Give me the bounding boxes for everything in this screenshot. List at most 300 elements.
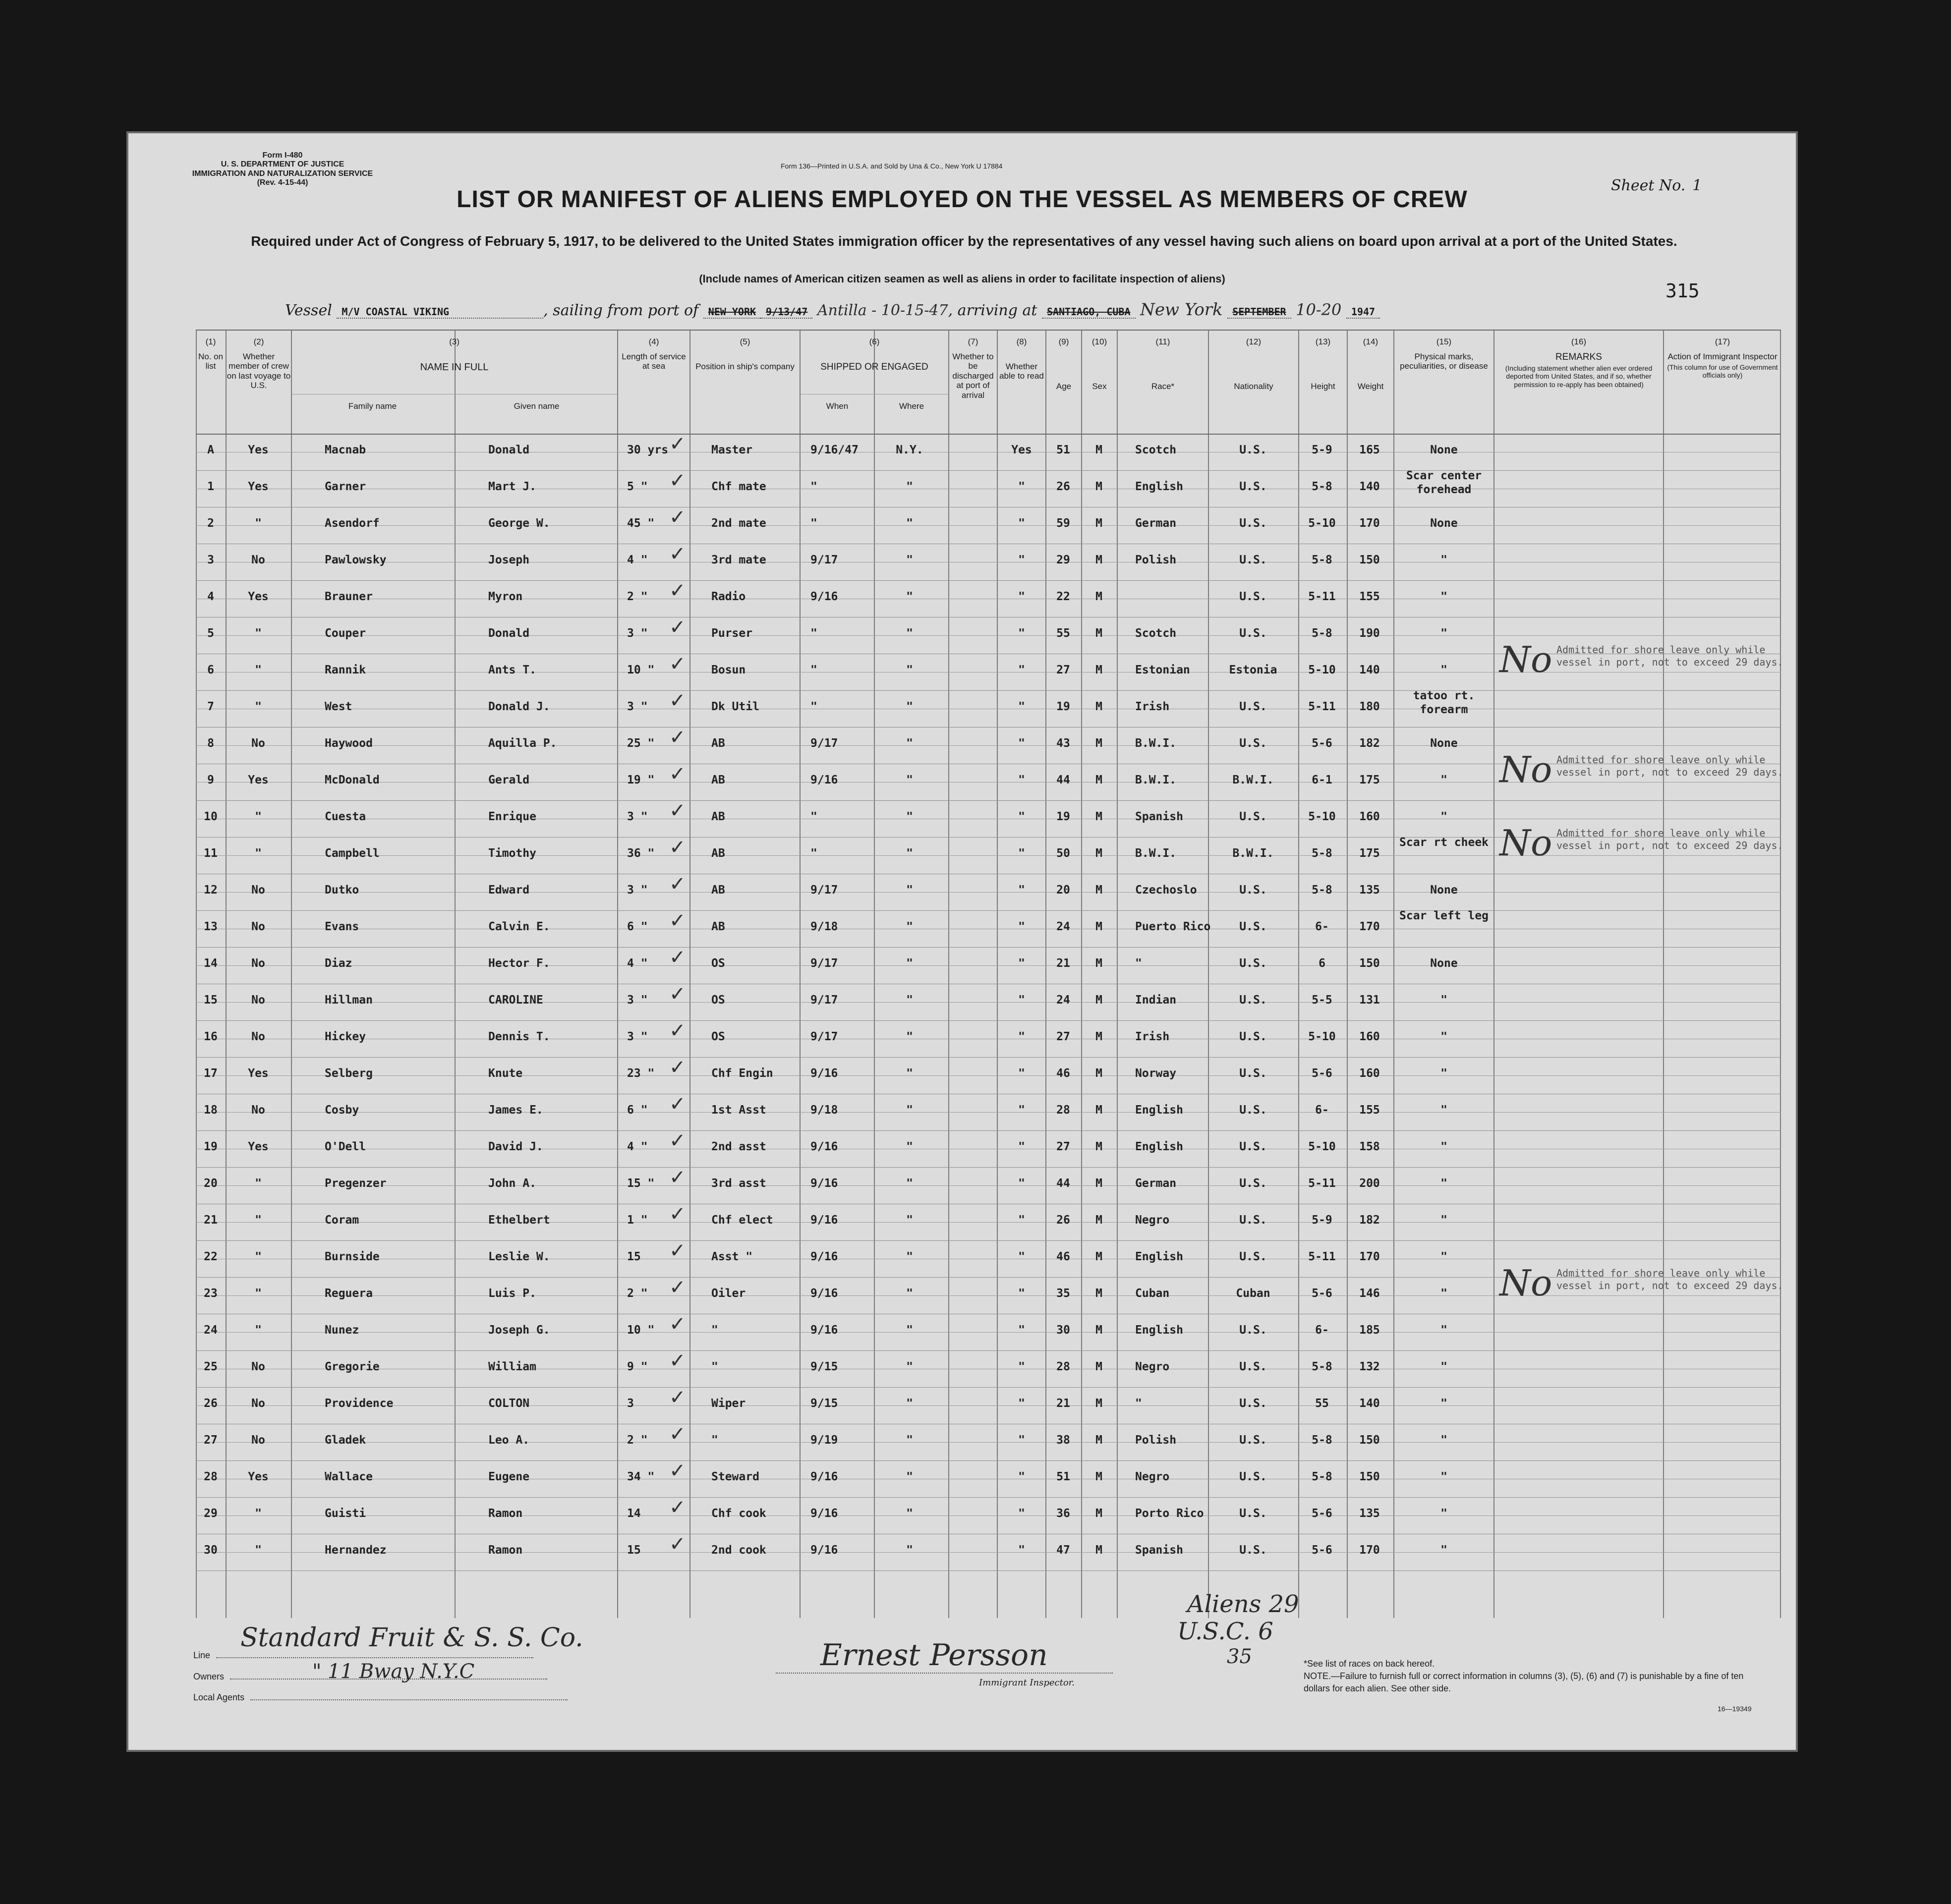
weight-cell: 165 <box>1359 444 1380 456</box>
height-cell: 5-10 <box>1308 1030 1336 1043</box>
check-mark: ✓ <box>669 1496 686 1519</box>
footnote-races: *See list of races on back hereof. <box>1304 1659 1435 1669</box>
given-name-cell: Edward <box>488 884 530 896</box>
physical-marks-cell: None <box>1430 957 1458 970</box>
weight-cell: 185 <box>1359 1324 1380 1337</box>
sheet-number-value: 1 <box>1692 177 1702 194</box>
row-number-cell: 15 <box>204 994 218 1007</box>
physical-marks-cell: " <box>1440 554 1447 566</box>
race-cell: Polish <box>1135 1434 1177 1447</box>
shipped-where-cell: " <box>906 1067 913 1080</box>
weight-cell: 135 <box>1359 884 1380 896</box>
given-name-cell: Gerald <box>488 774 530 786</box>
nationality-cell: U.S. <box>1239 1030 1267 1043</box>
shipped-where-cell: " <box>906 1360 913 1373</box>
row-number-cell: 12 <box>204 884 218 896</box>
height-cell: 6- <box>1315 920 1329 933</box>
able-to-read-cell: " <box>1018 1250 1025 1263</box>
age-cell: 27 <box>1056 1030 1070 1043</box>
col-num: (16) <box>1571 337 1587 346</box>
shipped-when-cell: 9/16 <box>810 1067 838 1080</box>
row-number-cell: 25 <box>204 1360 218 1373</box>
physical-marks-cell: Scar left leg <box>1399 909 1489 922</box>
prev-voyage-cell: " <box>255 847 262 860</box>
sex-cell: M <box>1095 810 1102 823</box>
family-name-cell: Dutko <box>325 884 359 896</box>
prev-voyage-cell: No <box>251 1360 265 1373</box>
weight-cell: 200 <box>1359 1177 1380 1190</box>
position-cell: Chf cook <box>711 1507 766 1520</box>
sex-cell: M <box>1095 1470 1102 1483</box>
check-mark: ✓ <box>669 1129 686 1152</box>
physical-marks-cell: tatoo rt. forearm <box>1413 689 1475 716</box>
sex-cell: M <box>1095 664 1102 676</box>
weight-cell: 158 <box>1359 1140 1380 1153</box>
able-to-read-cell: Yes <box>1011 444 1032 456</box>
height-cell: 5-10 <box>1308 664 1336 676</box>
physical-marks-cell: " <box>1440 1104 1447 1117</box>
race-cell: German <box>1135 517 1177 530</box>
age-cell: 55 <box>1056 627 1070 640</box>
nationality-cell: U.S. <box>1239 1397 1267 1410</box>
service-length-cell: 3 " <box>627 810 648 823</box>
family-name-cell: Hernandez <box>325 1544 387 1557</box>
printer-line: Form 136—Printed in U.S.A. and Sold by Una & Co., New York U 17884 <box>781 162 1003 170</box>
prev-voyage-cell: Yes <box>248 590 269 603</box>
shipped-when-cell: 9/16 <box>810 1544 838 1557</box>
sex-cell: M <box>1095 1104 1102 1117</box>
shipped-where-cell: " <box>906 920 913 933</box>
row-number-cell: 24 <box>204 1324 218 1337</box>
family-name-cell: Hickey <box>325 1030 366 1043</box>
position-cell: Asst " <box>711 1250 753 1263</box>
age-cell: 27 <box>1056 664 1070 676</box>
service-length-cell: 2 " <box>627 590 648 603</box>
height-cell: 6 <box>1319 957 1325 970</box>
sex-cell: M <box>1095 1067 1102 1080</box>
race-cell: German <box>1135 1177 1177 1190</box>
able-to-read-cell: " <box>1018 1067 1025 1080</box>
height-cell: 5-6 <box>1312 737 1332 750</box>
given-name-cell: Calvin E. <box>488 920 550 933</box>
position-cell: Purser <box>711 627 753 640</box>
weight-cell: 175 <box>1359 774 1380 786</box>
physical-marks-cell: Scar center forehead <box>1406 469 1482 496</box>
service-length-cell: 45 " <box>627 517 655 530</box>
height-cell: 55 <box>1315 1397 1329 1410</box>
age-cell: 27 <box>1056 1140 1070 1153</box>
age-cell: 59 <box>1056 517 1070 530</box>
prev-voyage-cell: " <box>255 627 262 640</box>
from-port: NEW YORK <box>703 306 761 319</box>
height-cell: 6-1 <box>1312 774 1332 786</box>
given-name-cell: Joseph <box>488 554 530 566</box>
sex-cell: M <box>1095 627 1102 640</box>
shipped-when-cell: 9/16 <box>810 1250 838 1263</box>
weight-cell: 155 <box>1359 1104 1380 1117</box>
given-name-cell: Enrique <box>488 810 536 823</box>
arrival-month: SEPTEMBER <box>1227 306 1291 319</box>
check-mark: ✓ <box>669 836 686 859</box>
service-length-cell: 2 " <box>627 1434 648 1447</box>
row-number-cell: A <box>207 444 214 456</box>
col-num: (8) <box>1016 337 1027 346</box>
owners-label: Owners <box>193 1672 225 1681</box>
position-cell: " <box>711 1434 718 1447</box>
weight-cell: 170 <box>1359 1250 1380 1263</box>
col-title: Nationality <box>1234 381 1273 391</box>
position-cell: Master <box>711 444 753 456</box>
family-name-cell: Evans <box>325 920 359 933</box>
nationality-cell: U.S. <box>1239 1177 1267 1190</box>
form-revision: (Rev. 4-15-44) <box>257 178 308 187</box>
row-number-cell: 29 <box>204 1507 218 1520</box>
family-name-cell: Cuesta <box>325 810 366 823</box>
family-name-cell: Pawlowsky <box>325 554 387 566</box>
position-cell: " <box>711 1360 718 1373</box>
shipped-where-cell: " <box>906 1507 913 1520</box>
header-where: Where <box>899 401 924 411</box>
given-name-cell: CAROLINE <box>488 994 543 1007</box>
sex-cell: M <box>1095 884 1102 896</box>
family-name-cell: Couper <box>325 627 366 640</box>
service-length-cell: 9 " <box>627 1360 648 1373</box>
header-no <box>196 337 226 371</box>
shipped-where-cell: " <box>906 957 913 970</box>
check-mark: ✓ <box>669 763 686 785</box>
shipped-when-cell: 9/15 <box>810 1397 838 1410</box>
col-title: Whether member of crew on last voyage to U.S. <box>227 351 291 391</box>
header-family-name: Family name <box>348 401 397 411</box>
nationality-cell: U.S. <box>1239 480 1267 493</box>
position-cell: 2nd asst <box>711 1140 766 1153</box>
shipped-when-cell: 9/17 <box>810 1030 838 1043</box>
weight-cell: 140 <box>1359 664 1380 676</box>
physical-marks-cell: " <box>1440 810 1447 823</box>
prev-voyage-cell: Yes <box>248 480 269 493</box>
weight-cell: 131 <box>1359 994 1380 1007</box>
race-cell: B.W.I. <box>1135 847 1177 860</box>
physical-marks-cell: " <box>1440 1507 1447 1520</box>
check-mark: ✓ <box>669 433 686 455</box>
header-service <box>618 337 689 371</box>
age-cell: 51 <box>1056 1470 1070 1483</box>
nationality-cell: U.S. <box>1239 590 1267 603</box>
nationality-cell: U.S. <box>1239 1067 1267 1080</box>
page-subtitle: Required under Act of Congress of February 5, 1917, to be delivered to the United States immigration officer by the representatives of any vessel having such aliens on board upon arrival at a port of the United States. <box>251 233 1677 249</box>
col-title: SHIPPED OR ENGAGED <box>820 361 928 372</box>
height-cell: 6- <box>1315 1324 1329 1337</box>
age-cell: 20 <box>1056 884 1070 896</box>
header-sex <box>1082 337 1117 391</box>
check-mark: ✓ <box>669 909 686 932</box>
race-cell: Negro <box>1135 1470 1170 1483</box>
header-nationality <box>1209 337 1298 391</box>
nationality-cell: U.S. <box>1239 884 1267 896</box>
prev-voyage-cell: No <box>251 1397 265 1410</box>
arrival-year: 1947 <box>1346 306 1380 319</box>
prev-voyage-cell: " <box>255 664 262 676</box>
family-name-cell: Pregenzer <box>325 1177 387 1190</box>
service-length-cell: 6 " <box>627 920 648 933</box>
family-name-cell: Rannik <box>325 664 366 676</box>
sex-cell: M <box>1095 1140 1102 1153</box>
race-cell: Negro <box>1135 1214 1170 1227</box>
col-title: Physical marks, peculiarities, or disease <box>1400 351 1488 371</box>
service-length-cell: 3 " <box>627 700 648 713</box>
row-number-cell: 19 <box>204 1140 218 1153</box>
agents-label: Local Agents <box>193 1692 245 1702</box>
check-mark: ✓ <box>669 1166 686 1189</box>
able-to-read-cell: " <box>1018 1397 1025 1410</box>
row-number-cell: 27 <box>204 1434 218 1447</box>
position-cell: Dk Util <box>711 700 759 713</box>
check-mark: ✓ <box>669 1423 686 1446</box>
height-cell: 5-9 <box>1312 1214 1332 1227</box>
physical-marks-cell: " <box>1440 1287 1447 1300</box>
able-to-read-cell: " <box>1018 847 1025 860</box>
given-name-cell: George W. <box>488 517 550 530</box>
form-number: Form I-480 <box>262 151 303 160</box>
physical-marks-cell: None <box>1430 444 1458 456</box>
shipped-where-cell: " <box>906 1214 913 1227</box>
header-height <box>1299 337 1347 391</box>
able-to-read-cell: " <box>1018 884 1025 896</box>
service-length-cell: 36 " <box>627 847 655 860</box>
col-title: Whether to be discharged at port of arrival <box>952 351 994 400</box>
prev-voyage-cell: " <box>255 1214 262 1227</box>
prev-voyage-cell: " <box>255 1287 262 1300</box>
row-number-cell: 26 <box>204 1397 218 1410</box>
height-cell: 5-6 <box>1312 1287 1332 1300</box>
sex-cell: M <box>1095 1434 1102 1447</box>
row-number-cell: 9 <box>207 774 214 786</box>
col-title: Position in ship's company <box>695 361 795 371</box>
sheet-number-label: Sheet No. <box>1611 177 1686 194</box>
able-to-read-cell: " <box>1018 554 1025 566</box>
service-length-cell: 3 " <box>627 627 648 640</box>
col-title: Action of Immigrant Inspector <box>1667 351 1778 361</box>
family-name-cell: McDonald <box>325 774 380 786</box>
vessel-label: Vessel <box>285 302 332 319</box>
given-name-cell: Mart J. <box>488 480 536 493</box>
position-cell: AB <box>711 884 725 896</box>
footnote <box>1304 1658 1750 1695</box>
shipped-when-cell: 9/16 <box>810 590 838 603</box>
age-cell: 29 <box>1056 554 1070 566</box>
shipped-when-cell: " <box>810 664 817 676</box>
race-cell: Spanish <box>1135 810 1183 823</box>
nationality-cell: U.S. <box>1239 1324 1267 1337</box>
shipped-where-cell: " <box>906 847 913 860</box>
header-action <box>1664 337 1781 379</box>
weight-cell: 150 <box>1359 1434 1380 1447</box>
age-cell: 24 <box>1056 994 1070 1007</box>
given-name-cell: COLTON <box>488 1397 530 1410</box>
height-cell: 5-8 <box>1312 1434 1332 1447</box>
tally-aliens: Aliens 29 <box>1187 1590 1299 1618</box>
line-value: Standard Fruit & S. S. Co. <box>240 1623 583 1653</box>
able-to-read-cell: " <box>1018 1507 1025 1520</box>
check-mark: ✓ <box>669 1019 686 1042</box>
sex-cell: M <box>1095 1177 1102 1190</box>
weight-cell: 170 <box>1359 517 1380 530</box>
service-length-cell: 3 " <box>627 994 648 1007</box>
service-length-cell: 15 <box>627 1250 641 1263</box>
col-num: (15) <box>1436 337 1452 346</box>
able-to-read-cell: " <box>1018 957 1025 970</box>
race-cell: Irish <box>1135 1030 1170 1043</box>
position-cell: 3rd asst <box>711 1177 766 1190</box>
shipped-where-cell: " <box>906 554 913 566</box>
position-cell: 2nd cook <box>711 1544 766 1557</box>
check-mark: ✓ <box>669 873 686 896</box>
header-age <box>1046 337 1081 391</box>
shipped-when-cell: 9/17 <box>810 737 838 750</box>
given-name-cell: Leo A. <box>488 1434 530 1447</box>
shipped-where-cell: " <box>906 1324 913 1337</box>
shipped-where-cell: " <box>906 810 913 823</box>
sex-cell: M <box>1095 1360 1102 1373</box>
remark-no-mark: No <box>1499 1262 1552 1304</box>
nationality-cell: Estonia <box>1229 664 1277 676</box>
shipped-where-cell: " <box>906 1104 913 1117</box>
able-to-read-cell: " <box>1018 480 1025 493</box>
physical-marks-cell: " <box>1440 664 1447 676</box>
weight-cell: 182 <box>1359 737 1380 750</box>
shipped-where-cell: " <box>906 1544 913 1557</box>
weight-cell: 132 <box>1359 1360 1380 1373</box>
family-name-cell: Wallace <box>325 1470 373 1483</box>
shipped-when-cell: " <box>810 627 817 640</box>
physical-marks-cell: " <box>1440 1140 1447 1153</box>
shipped-when-cell: 9/16 <box>810 1177 838 1190</box>
row-number-cell: 23 <box>204 1287 218 1300</box>
family-name-cell: Haywood <box>325 737 373 750</box>
weight-cell: 180 <box>1359 700 1380 713</box>
physical-marks-cell: " <box>1440 994 1447 1007</box>
physical-marks-cell: None <box>1430 517 1458 530</box>
height-cell: 5-11 <box>1308 1250 1336 1263</box>
remark-text: Admitted for shore leave only while vessel in port, not to exceed 29 days. <box>1556 644 1783 668</box>
able-to-read-cell: " <box>1018 1470 1025 1483</box>
nationality-cell: U.S. <box>1239 627 1267 640</box>
row-number-cell: 1 <box>207 480 214 493</box>
family-name-cell: Reguera <box>325 1287 373 1300</box>
col-num: (13) <box>1315 337 1331 346</box>
remark-no-mark: No <box>1499 822 1552 864</box>
nationality-cell: U.S. <box>1239 517 1267 530</box>
prev-voyage-cell: Yes <box>248 1067 269 1080</box>
prev-voyage-cell: No <box>251 737 265 750</box>
weight-cell: 170 <box>1359 1544 1380 1557</box>
remark-no-mark: No <box>1499 749 1552 790</box>
weight-cell: 140 <box>1359 1397 1380 1410</box>
weight-cell: 190 <box>1359 627 1380 640</box>
sex-cell: M <box>1095 1507 1102 1520</box>
prev-voyage-cell: No <box>251 884 265 896</box>
weight-cell: 146 <box>1359 1287 1380 1300</box>
age-cell: 36 <box>1056 1507 1070 1520</box>
sex-cell: M <box>1095 480 1102 493</box>
sex-cell: M <box>1095 1397 1102 1410</box>
position-cell: Bosun <box>711 664 746 676</box>
family-name-cell: Diaz <box>325 957 352 970</box>
check-mark: ✓ <box>669 1239 686 1262</box>
header-marks <box>1394 337 1493 371</box>
col-num: (9) <box>1058 337 1069 346</box>
height-cell: 5-10 <box>1308 810 1336 823</box>
nationality-cell: U.S. <box>1239 1507 1267 1520</box>
able-to-read-cell: " <box>1018 1214 1025 1227</box>
shipped-where-cell: " <box>906 1287 913 1300</box>
check-mark: ✓ <box>669 1533 686 1556</box>
service-length-cell: 25 " <box>627 737 655 750</box>
shipped-when-cell: 9/15 <box>810 1360 838 1373</box>
given-name-cell: Ramon <box>488 1544 523 1557</box>
check-mark: ✓ <box>669 543 686 565</box>
row-number-cell: 11 <box>204 847 218 860</box>
check-mark: ✓ <box>669 469 686 492</box>
sex-cell: M <box>1095 590 1102 603</box>
shipped-when-cell: 9/17 <box>810 957 838 970</box>
age-cell: 26 <box>1056 480 1070 493</box>
prev-voyage-cell: " <box>255 810 262 823</box>
service-length-cell: 5 " <box>627 480 648 493</box>
service-length-cell: 15 " <box>627 1177 655 1190</box>
check-mark: ✓ <box>669 653 686 675</box>
physical-marks-cell: " <box>1440 1067 1447 1080</box>
weight-cell: 160 <box>1359 1067 1380 1080</box>
service-length-cell: 19 " <box>627 774 655 786</box>
nationality-cell: U.S. <box>1239 554 1267 566</box>
height-cell: 5-9 <box>1312 444 1332 456</box>
height-cell: 5-8 <box>1312 847 1332 860</box>
nationality-cell: U.S. <box>1239 737 1267 750</box>
able-to-read-cell: " <box>1018 920 1025 933</box>
shipped-when-cell: " <box>810 700 817 713</box>
check-mark: ✓ <box>669 1203 686 1226</box>
row-number-cell: 4 <box>207 590 214 603</box>
race-cell: Scotch <box>1135 444 1177 456</box>
family-name-cell: Providence <box>325 1397 394 1410</box>
shipped-when-cell: 9/16/47 <box>810 444 859 456</box>
shipped-where-cell: " <box>906 1177 913 1190</box>
col-title: NAME IN FULL <box>420 361 489 373</box>
able-to-read-cell: " <box>1018 1287 1025 1300</box>
shipped-when-cell: 9/19 <box>810 1434 838 1447</box>
given-name-cell: Ramon <box>488 1507 523 1520</box>
shipped-where-cell: " <box>906 664 913 676</box>
age-cell: 51 <box>1056 444 1070 456</box>
row-number-cell: 16 <box>204 1030 218 1043</box>
weight-cell: 170 <box>1359 920 1380 933</box>
shipped-where-cell: " <box>906 994 913 1007</box>
col-num: (14) <box>1363 337 1378 346</box>
service-length-cell: 23 " <box>627 1067 655 1080</box>
check-mark: ✓ <box>669 983 686 1006</box>
remark-text: Admitted for shore leave only while vessel in port, not to exceed 29 days. <box>1556 827 1783 851</box>
remark-text: Admitted for shore leave only while vessel in port, not to exceed 29 days. <box>1556 1267 1783 1291</box>
instruction-line: (Include names of American citizen seamen as well as aliens in order to facilitate inspection of aliens) <box>699 273 1225 285</box>
col-num: (1) <box>205 337 216 346</box>
shipped-where-cell: " <box>906 1140 913 1153</box>
physical-marks-cell: " <box>1440 1250 1447 1263</box>
age-cell: 24 <box>1056 920 1070 933</box>
prev-voyage-cell: No <box>251 994 265 1007</box>
prev-voyage-cell: " <box>255 1507 262 1520</box>
shipped-where-cell: " <box>906 627 913 640</box>
